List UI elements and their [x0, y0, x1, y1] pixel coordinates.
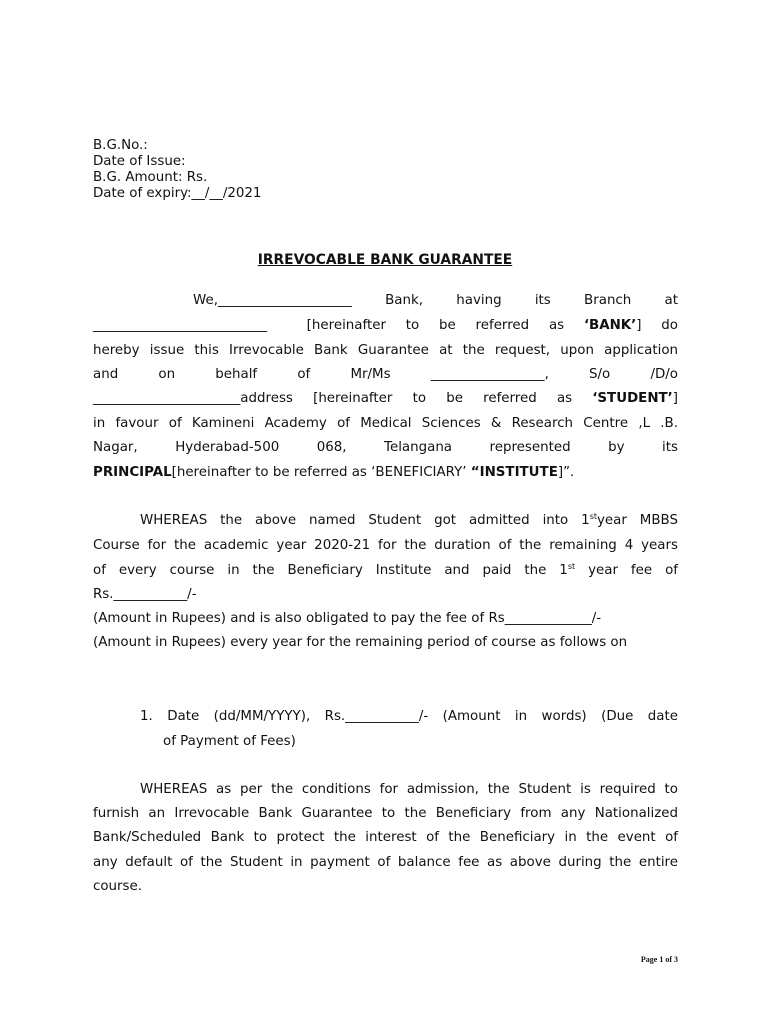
- para2-line1: [140, 513, 678, 528]
- bg-amount-field: B.G. Amount: Rs.: [93, 170, 208, 185]
- para1-line8-text: [hereinafter to be referred as ‘BENEFICIARY’: [171, 465, 471, 480]
- bank-term: ‘BANK’: [583, 318, 637, 333]
- page-number: Page 1 of 3: [640, 955, 678, 964]
- para2-line2: Course for the academic year 2020-21 for the duration of the remaining 4 years: [93, 538, 678, 553]
- date-of-issue-field: Date of Issue:: [93, 154, 186, 169]
- para1-line7: Nagar, Hyderabad-500 068, Telangana represented by its: [93, 440, 678, 455]
- para2-line3-text: of every course in the Beneficiary Institute and paid the 1: [93, 563, 568, 578]
- para1-line8: [93, 465, 678, 480]
- date-of-expiry-field: Date of expiry:__/__/2021: [93, 186, 262, 201]
- para1-line8-end: ]”.: [557, 465, 575, 480]
- para1-line2-text: __________________________ [hereinafter to be referred as: [93, 318, 584, 333]
- para1-line6: in favour of Kamineni Academy of Medical Sciences & Research Centre ,L .B.: [93, 416, 678, 431]
- bg-header-block: [93, 138, 261, 202]
- para1-line5-text: ______________________address [hereinafter to be referred as: [93, 391, 593, 406]
- para1-line5: [93, 391, 678, 406]
- superscript-st: st: [567, 562, 576, 571]
- para3-line1: WHEREAS as per the conditions for admission, the Student is required to: [140, 782, 678, 797]
- list-item-line1: 1. Date (dd/MM/YYYY), Rs.___________/- (Amount in words) (Due date: [140, 709, 678, 724]
- principal-term: PRINCIPAL: [93, 465, 172, 480]
- bg-number-field: B.G.No.:: [93, 138, 148, 153]
- para1-line5-end: ]: [672, 391, 678, 406]
- para3-line5: course.: [93, 879, 143, 894]
- para2-line1-end: year MBBS: [597, 513, 678, 528]
- para1-line3: hereby issue this Irrevocable Bank Guarantee at the request, upon application: [93, 343, 678, 358]
- para3-line2: furnish an Irrevocable Bank Guarantee to the Beneficiary from any Nationalized: [93, 806, 678, 821]
- para1-line1: We,____________________ Bank, having its Branch at: [193, 293, 678, 308]
- student-term: ‘STUDENT’: [592, 391, 673, 406]
- institute-term: “INSTITUTE: [470, 465, 558, 480]
- para2-line6: (Amount in Rupees) every year for the remaining period of course as follows on: [93, 635, 628, 650]
- para1-line4: and on behalf of Mr/Ms _________________, S/o /D/o: [93, 367, 678, 382]
- superscript-st: st: [589, 512, 597, 521]
- para1-line2: [93, 318, 678, 333]
- para1-line2-end: ] do: [636, 318, 678, 333]
- para2-line4: Rs.___________/-: [93, 587, 197, 602]
- list-item-line2: of Payment of Fees): [163, 734, 296, 749]
- para2-line3: [93, 563, 678, 578]
- para2-line3-end: year fee of: [575, 563, 678, 578]
- para2-line1-text: WHEREAS the above named Student got admitted into 1: [140, 513, 590, 528]
- document-title: IRREVOCABLE BANK GUARANTEE: [257, 252, 513, 268]
- para3-line4: any default of the Student in payment of balance fee as above during the entire: [93, 855, 678, 870]
- para2-line5: (Amount in Rupees) and is also obligated to pay the fee of Rs_____________/-: [93, 611, 602, 626]
- para3-line3: Bank/Scheduled Bank to protect the interest of the Beneficiary in the event of: [93, 830, 678, 845]
